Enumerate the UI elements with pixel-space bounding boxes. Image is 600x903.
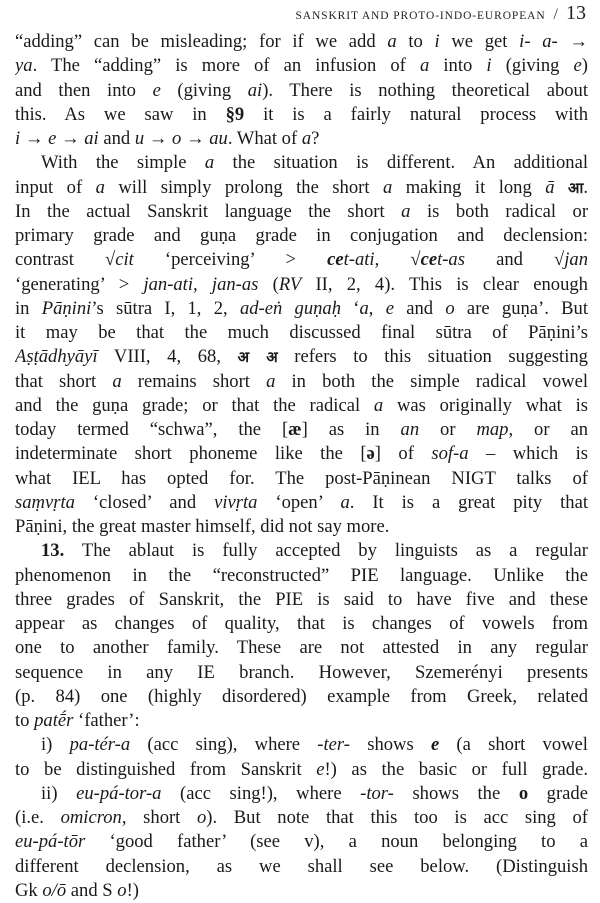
text-line: and then into e (giving ai). There is nothing theoretical about (15, 79, 588, 101)
text-line: what IEL has opted for. The post-Pāṇinean NIGT talks of (15, 467, 588, 489)
text-line: Gk o/ō and S o!) (15, 879, 139, 901)
text-line: sequence in any IE branch. However, Szemerényi presents (15, 661, 588, 683)
text-line: indeterminate short phoneme like the [ə] of sof-a – which is (15, 443, 588, 465)
running-title: SANSKRIT AND PROTO-INDO-EUROPEAN (295, 10, 546, 22)
text-line: i → e → ai and u → o → au. What of a? (15, 128, 320, 149)
text-line: 13. The ablaut is fully accepted by linguists as a regular (41, 540, 588, 562)
text-line: ‘generating’ > jan-ati, jan-as (RV II, 2, 4). This is clear enough (15, 273, 588, 295)
text-line: today termed “schwa”, the [æ] as in an or map, or an (15, 419, 588, 440)
text-line: In the actual Sanskrit language the short a is both radical or (15, 200, 588, 222)
text-line: in Pāṇini’s sūtra I, 1, 2, ad-eṅ guṇaḥ ‘a, e and o are guṇa’. But (15, 297, 588, 319)
text-line: input of a will simply prolong the short a making it long ā आ. (15, 176, 588, 198)
text-line: three grades of Sanskrit, the PIE is said to have five and these (15, 588, 588, 610)
page-number: 13 (566, 2, 586, 24)
text-line: this. As we saw in §9 it is a fairly natural process with (15, 103, 588, 125)
text-line: With the simple a the situation is different. An additional (41, 152, 588, 174)
text-line: that short a remains short a in both the simple radical vowel (15, 370, 588, 392)
text-line: one to another family. These are not attested in any regular (15, 637, 588, 659)
text-line: ya. The “adding” is more of an infusion of a into i (giving e) (15, 55, 588, 77)
text-line: Aṣṭādhyāyī VIII, 4, 68, अ अ refers to this situation suggesting (15, 346, 588, 368)
text-line: saṃvṛta ‘closed’ and vivṛta ‘open’ a. It is a great pity that (15, 491, 588, 513)
text-line: Pāṇini, the great master himself, did not say more. (15, 516, 390, 537)
text-line: different declension, as we shall see below. (Distinguish (15, 855, 588, 877)
text-line: to be distinguished from Sanskrit e!) as the basic or full grade. (15, 758, 588, 780)
text-line: primary grade and guṇa grade in conjugation and declension: (15, 225, 588, 246)
text-line: contrast √cit ‘perceiving’ > cet-ati, √cet-as and √jan (15, 249, 588, 271)
text-line: and the guṇa grade; or that the radical a was originally what is (15, 394, 588, 416)
text-line: eu-pá-tōr ‘good father’ (see v), a noun belonging to a (15, 831, 588, 853)
text-line: ii) eu-pá-tor-a (acc sing!), where -tor- shows the o grade (41, 782, 588, 804)
running-header (295, 2, 586, 24)
header-separator: / (553, 6, 558, 23)
text-line: to patḗr ‘father’: (15, 710, 140, 731)
text-line: it may be that the much discussed final sūtra of Pāṇini’s (15, 322, 588, 343)
text-line: (i.e. omicron, short o). But note that this too is acc sing of (15, 807, 588, 828)
text-line: appear as changes of quality, that is changes of vowels from (15, 613, 588, 634)
text-line: i) pa-tér-a (acc sing), where -ter- shows e (a short vowel (41, 734, 588, 756)
text-line: (p. 84) one (highly disordered) example from Greek, related (15, 685, 588, 707)
text-line: “adding” can be misleading; for if we add a to i we get i- a- → (15, 31, 588, 52)
body-text (15, 30, 588, 903)
text-line: phenomenon in the “reconstructed” PIE language. Unlike the (15, 564, 588, 586)
